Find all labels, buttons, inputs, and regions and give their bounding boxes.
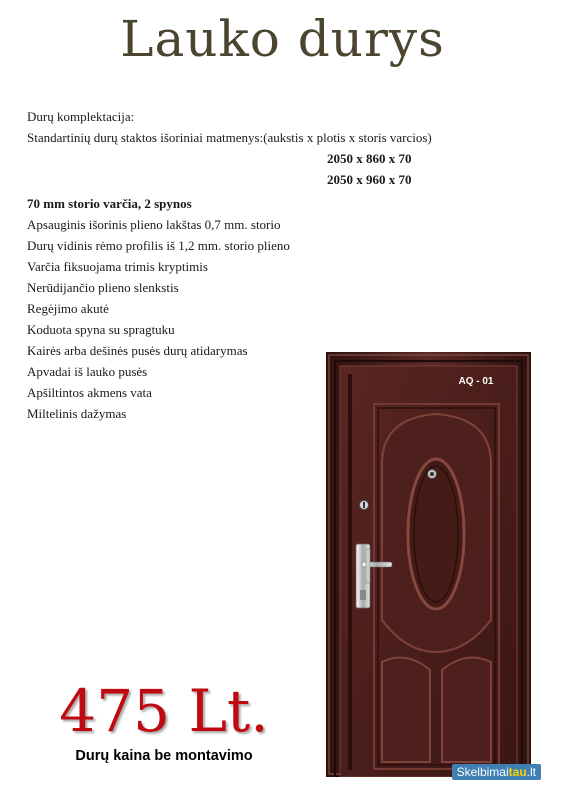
feature-item: Durų vidinis rėmo profilis iš 1,2 mm. storio plieno [27,238,290,253]
dimensions-intro: Standartinių durų staktos išoriniai matmenys:(aukstis x plotis x storis varcios) [27,130,432,145]
dimension-item: 2050 x 960 x 70 [327,172,412,187]
watermark-logo [452,764,541,780]
feature-item: Miltelinis dažymas [27,406,127,421]
feature-item: Apsauginis išorinis plieno lakštas 0,7 mm. storio [27,217,281,232]
page-title: Lauko durys [120,10,445,68]
door-model-label: AQ - 01 [458,376,494,387]
feature-item: Varčia fiksuojama trimis kryptimis [27,259,208,274]
watermark-accent: tau [508,765,527,779]
price: 475 Lt. [59,677,269,745]
feature-item: Apvadai iš lauko pusės [27,364,148,379]
leaf-title: 70 mm storio varčia, 2 spynos [27,196,192,211]
dimension-item: 2050 x 860 x 70 [327,151,412,166]
spec-heading: Durų komplektacija: [27,109,135,124]
feature-item: Nerūdijančio plieno slenkstis [27,280,179,295]
feature-item: Apšiltintos akmens vata [27,385,152,400]
door-image [326,352,531,777]
feature-item: Kairės arba dešinės pusės durų atidarymas [27,343,248,358]
watermark-suffix: .lt [526,765,536,779]
feature-item: Regėjimo akutė [27,301,109,316]
watermark-prefix: Skelbimai [456,765,509,779]
price-note: Durų kaina be montavimo [75,748,253,764]
feature-item: Koduota spyna su spragtuku [27,322,175,337]
